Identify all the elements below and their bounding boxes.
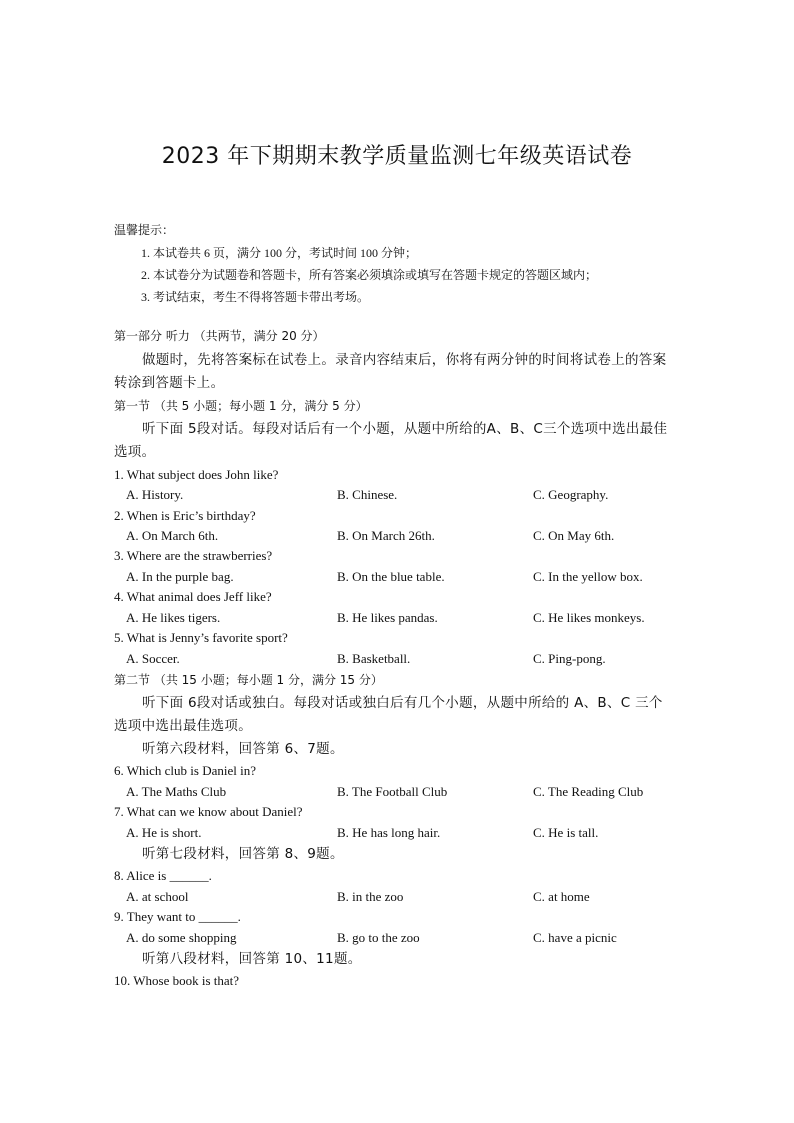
section1-instruction-line1: 听下面 5段对话。每段对话后有一个小题，从题中所给的A、B、C三个选项中选出最佳 [142,421,668,437]
q5-option-b: B. Basketball. [337,651,411,666]
q8-option-c: C. at home [533,889,590,904]
question-1: 1. What subject does John like? [114,467,279,482]
q3-option-a: A. In the purple bag. [126,569,234,584]
q4-option-a: A. He likes tigers. [126,610,221,625]
q9-option-a: A. do some shopping [126,930,237,945]
q3-option-c: C. In the yellow box. [533,569,643,584]
page-title: 2023 年下期期末教学质量监测七年级英语试卷 [161,144,633,169]
q4-option-b: B. He likes pandas. [337,610,438,625]
q6-option-c: C. The Reading Club [533,784,644,799]
q6-option-a: A. The Maths Club [126,784,227,799]
tip-item-1: 1. 本试卷共 6 页，满分 100 分，考试时间 100 分钟； [141,246,418,260]
part1-instruction-line1: 做题时，先将答案标在试卷上。录音内容结束后，你将有两分钟的时间将试卷上的答案 [142,352,667,368]
q1-option-c: C. Geography. [533,487,609,502]
q5-option-a: A. Soccer. [126,651,180,666]
question-7: 7. What can we know about Daniel? [114,804,303,819]
q1-option-a: A. History. [126,487,184,502]
tip-item-2: 2. 本试卷分为试题卷和答题卡，所有答案必须填涂或填写在答题卡规定的答题区域内； [141,268,598,282]
q6-option-b: B. The Football Club [337,784,448,799]
material-8-note: 听第八段材料，回答第 10、11题。 [142,951,362,967]
section1-heading: 第一节 （共 5 小题；每小题 1 分，满分 5 分） [114,399,368,413]
material-6-note: 听第六段材料，回答第 6、7题。 [142,741,344,757]
part1-instruction-line2: 转涂到答题卡上。 [114,375,225,391]
section1-instruction-line2: 选项。 [114,444,156,460]
section2-instruction-line1: 听下面 6段对话或独白。每段对话或独白后有几个小题，从题中所给的 A、B、C 三个 [142,695,663,711]
question-6: 6. Which club is Daniel in? [114,763,257,778]
q3-option-b: B. On the blue table. [337,569,445,584]
tips-heading: 温馨提示： [114,223,175,237]
part1-heading: 第一部分 听力 （共两节，满分 20 分） [114,329,325,343]
q9-option-c: C. have a picnic [533,930,617,945]
section2-instruction-line2: 选项中选出最佳选项。 [114,718,252,734]
question-10: 10. Whose book is that? [114,973,240,988]
question-3: 3. Where are the strawberries? [114,548,273,563]
q9-option-b: B. go to the zoo [337,930,420,945]
material-7-note: 听第七段材料，回答第 8、9题。 [142,846,344,862]
section2-heading: 第二节 （共 15 小题；每小题 1 分，满分 15 分） [114,673,383,687]
q8-option-a: A. at school [126,889,189,904]
q4-option-c: C. He likes monkeys. [533,610,645,625]
q8-option-b: B. in the zoo [337,889,404,904]
q7-option-c: C. He is tall. [533,825,599,840]
q5-option-c: C. Ping-pong. [533,651,606,666]
tip-item-3: 3. 考试结束，考生不得将答题卡带出考场。 [141,290,370,304]
question-9: 9. They want to ______. [114,909,241,924]
q2-option-c: C. On May 6th. [533,528,615,543]
q2-option-a: A. On March 6th. [126,528,219,543]
q7-option-b: B. He has long hair. [337,825,441,840]
question-2: 2. When is Eric’s birthday? [114,508,256,523]
q1-option-b: B. Chinese. [337,487,398,502]
q2-option-b: B. On March 26th. [337,528,435,543]
q7-option-a: A. He is short. [126,825,202,840]
question-8: 8. Alice is ______. [114,868,212,883]
question-5: 5. What is Jenny’s favorite sport? [114,630,288,645]
question-4: 4. What animal does Jeff like? [114,589,272,604]
